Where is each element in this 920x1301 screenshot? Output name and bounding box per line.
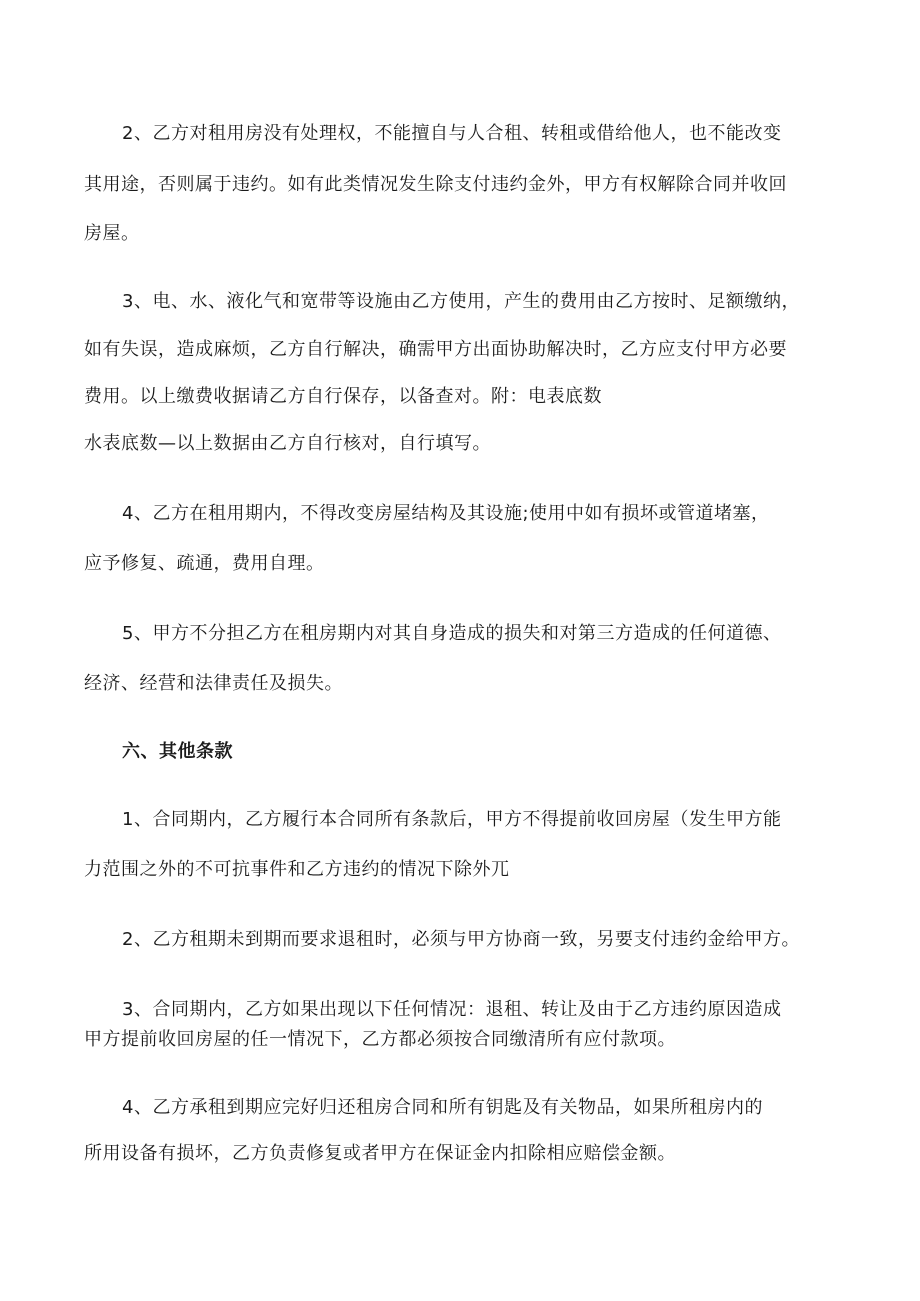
clause-6-4-line-1: 4、乙方承租到期应完好归还租房合同和所有钥匙及有关物品，如果所租房内的 (122, 1097, 763, 1118)
clause-5-4-line-1: 4、乙方在租用期内，不得改变房屋结构及其设施;使用中如有损坏或管道堵塞， (122, 503, 770, 524)
clause-5-2-line-1: 2、乙方对租用房没有处理权，不能擅自与人合租、转租或借给他人，也不能改变 (122, 123, 782, 144)
clause-6-3-line-1: 3、合同期内，乙方如果出现以下任何情况：退租、转让及由于乙方违约原因造成 (122, 999, 782, 1020)
clause-6-3-line-2: 甲方提前收回房屋的任一情况下，乙方都必须按合同缴清所有应付款项。 (84, 1029, 676, 1050)
clause-6-1-line-2: 力范围之外的不可抗事件和乙方违约的情况下除外兀 (84, 859, 510, 880)
clause-5-5-line-1: 5、甲方不分担乙方在租房期内对其自身造成的损失和对第三方造成的任何道德、 (122, 623, 782, 644)
clause-6-4-line-2: 所用设备有损坏，乙方负责修复或者甲方在保证金内扣除相应赔偿金额。 (84, 1143, 676, 1164)
section-heading-6: 六、其他条款 (122, 741, 233, 762)
clause-5-3-line-1: 3、电、水、液化气和宽带等设施由乙方使用，产生的费用由乙方按时、足额缴纳， (122, 291, 800, 312)
clause-5-2-line-3: 房屋。 (84, 223, 140, 244)
clause-5-3-line-3: 费用。以上缴费收据请乙方自行保存，以备查对。附：电表底数 (84, 386, 602, 407)
clause-5-2-line-2: 其用途，否则属于违约。如有此类情况发生除支付违约金外，甲方有权解除合同并收回 (84, 174, 787, 195)
clause-5-5-line-2: 经济、经营和法律责任及损失。 (84, 673, 343, 694)
clause-5-3-line-2: 如有失误，造成麻烦，乙方自行解决，确需甲方出面协助解决时，乙方应支付甲方必要 (84, 339, 787, 360)
clause-5-3-line-4: 水表底数—以上数据由乙方自行核对，自行填写。 (84, 433, 491, 454)
clause-5-4-line-2: 应予修复、疏通，费用自理。 (84, 553, 325, 574)
clause-6-1-line-1: 1、合同期内，乙方履行本合同所有条款后，甲方不得提前收回房屋（发生甲方能 (122, 809, 782, 830)
clause-6-2-line-1: 2、乙方租期未到期而要求退租时，必须与甲方协商一致，另要支付违约金给甲方。 (122, 929, 800, 950)
